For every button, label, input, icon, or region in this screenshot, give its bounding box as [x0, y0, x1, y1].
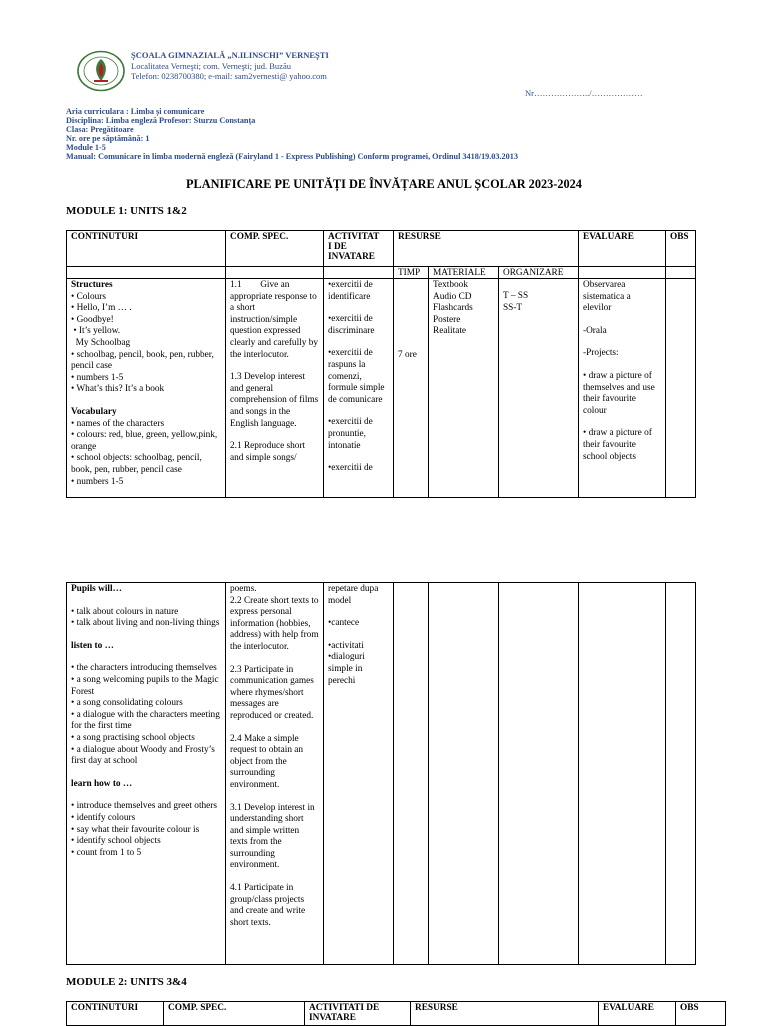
subheader-organizare: ORGANIZARE [499, 267, 579, 279]
course-metadata [66, 108, 518, 161]
row2-comp-spec: poems. 2.2 Create short texts to express personal information (hobbies, address) with help from the interlocutor. 2.3 Participate in communication games where rhymes/short messages are reproduced or created. 2.4 Make a simple request to obtain an object from the surrounding environment. 3.1 Develop interest in understanding short and simple written texts from the surrounding environment. 4.1 Participate in group/class projects and create and write short texts. [226, 583, 324, 965]
meta-hours: Nr. ore pe săptămână: 1 [66, 133, 150, 143]
meta-class: Clasa: Pregătitoare [66, 124, 134, 134]
row2-continuturi: Pupils will… • talk about colours in nature • talk about living and non-living things listen to … • the characters introducing themselves • a song welcoming pupils to the Magic Forest • a song consolidating colours • a dialogue with the characters meeting for the first time • a song practising school objects • a dialogue about Woody and Frosty’s first day at school learn how to … • introduce themselves and greet others • identify colours • say what their favourite colour is • identify school objects • count from 1 to 5 [67, 583, 226, 965]
row1-organizare: T – SS SS-T [499, 279, 579, 498]
m2-header-evaluare: EVALUARE [599, 1002, 676, 1026]
m2-header-comp-spec: COMP. SPEC. [164, 1002, 305, 1026]
row1-obs [666, 279, 696, 498]
header-activitati: ACTIVITAT I DE INVATARE [324, 231, 394, 267]
school-contact: Telefon: 0238700380; e-mail: sam2vernesti@ yahoo.com [131, 71, 327, 82]
row1-evaluare: Observarea sistematica a elevilor -Orala -Projects: • draw a picture of themselves and use their favourite colour • draw a picture of their favourite school objects [579, 279, 666, 498]
page-title: PLANIFICARE PE UNITĂȚI DE ÎNVĂȚARE ANUL ȘCOLAR 2023-2024 [186, 177, 582, 191]
module2-table [66, 1001, 726, 1026]
m2-header-continuturi: CONTINUTURI [67, 1002, 164, 1026]
meta-modules: Module 1-5 [66, 142, 106, 152]
header-comp-spec: COMP. SPEC. [226, 231, 324, 267]
meta-discipline: Disciplina: Limba engleză Profesor: Sturzu Constanța [66, 115, 256, 125]
school-header [131, 50, 329, 82]
module1-table [66, 230, 696, 498]
m2-header-activitati: ACTIVITATI DE INVATARE [305, 1002, 411, 1026]
school-name: ŞCOALA GIMNAZIALĂ „N.ILINSCHI” VERNEŞTI [131, 50, 329, 60]
header-resurse: RESURSE [394, 231, 579, 267]
subheader-materiale: MATERIALE [429, 267, 499, 279]
m2-header-resurse: RESURSE [411, 1002, 599, 1026]
header-continuturi: CONTINUTURI [67, 231, 226, 267]
row1-activitati: •exercitii de identificare •exercitii de discriminare •exercitii de raspuns la comenzi, formule simple de comunicare •exercitii de pronuntie, intonatie •exercitii de [324, 279, 394, 498]
school-logo [76, 50, 126, 92]
header-obs: OBS [666, 231, 696, 267]
row1-continuturi: Structures • Colours • Hello, I’m … . • Goodbye! • It’s yellow. My Schoolbag • schoolbag, pencil, book, pen, rubber, pencil case • numbers 1-5 • What’s this? It’s a book Vocabulary • names of the characters • colours: red, blue, green, yellow,pink, orange • school objects: schoolbag, pencil, book, pen, rubber, pencil case • numbers 1-5 [67, 279, 226, 498]
row1-comp-spec: 1.1 Give an appropriate response to a short instruction/simple question expressed clearly and carefully by the interlocutor. 1.3 Develop interest and general comprehension of films and songs in the English language. 2.1 Reproduce short and simple songs/ [226, 279, 324, 498]
row1-timp: 7 ore [394, 279, 429, 498]
row2-activitati: repetare dupa model •cantece •activitati •dialoguri simple in perechi [324, 583, 394, 965]
registration-number-line: Nr………………../……………… [525, 88, 643, 98]
m2-header-obs: OBS [676, 1002, 726, 1026]
meta-curricular-area: Aria curriculara : Limba și comunicare [66, 107, 205, 116]
school-locality: Localitatea Verneşti; com. Verneşti; jud. Buzău [131, 60, 291, 71]
module1-table-continued [66, 582, 696, 965]
row1-materiale: Textbook Audio CD Flashcards Postere Realitate [429, 279, 499, 498]
meta-textbook: Manual: Comunicare în limba modernă engleză (Fairyland 1 - Express Publishing) Conform programei, Ordinul 3418/19.03.2013 [66, 151, 518, 161]
header-evaluare: EVALUARE [579, 231, 666, 267]
subheader-timp: TIMP [394, 267, 429, 279]
module1-heading: MODULE 1: UNITS 1&2 [66, 205, 187, 217]
module2-heading: MODULE 2: UNITS 3&4 [66, 976, 187, 988]
